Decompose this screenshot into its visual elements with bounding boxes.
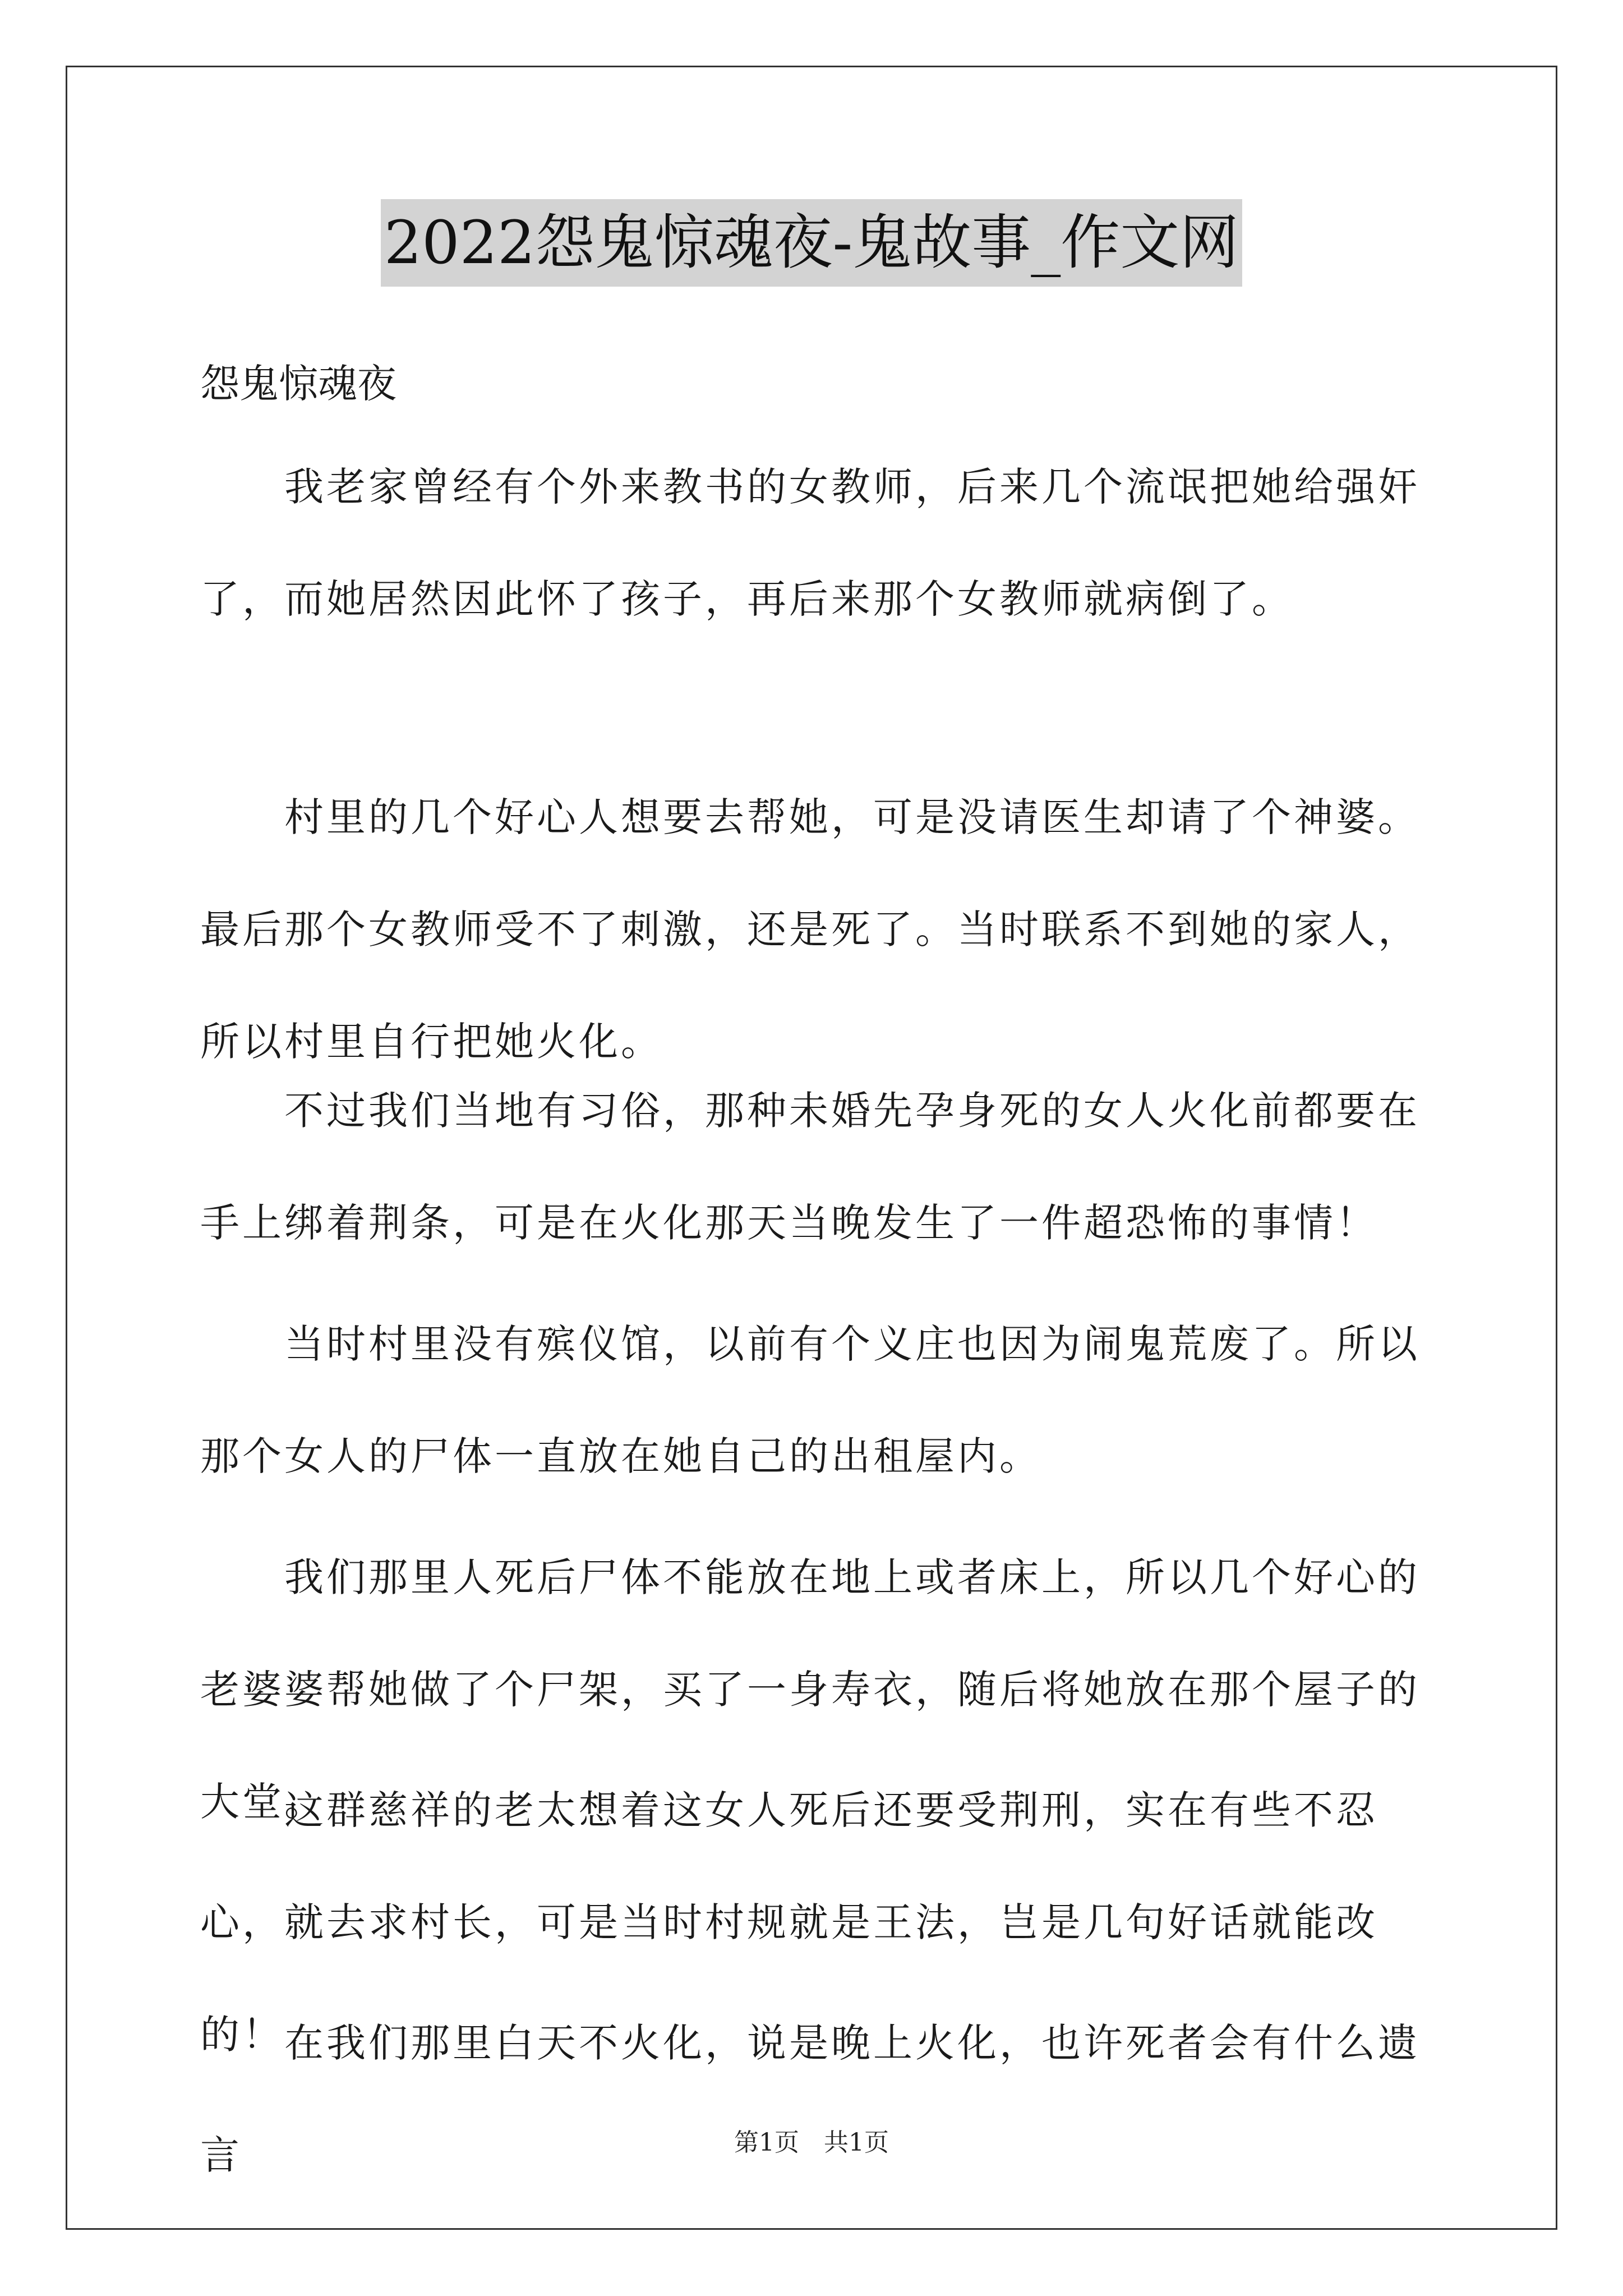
document-subtitle: 怨鬼惊魂夜 <box>200 361 396 407</box>
paragraph-4: 当时村里没有殡仪馆，以前有个义庄也因为闹鬼荒废了。所以那个女人的尸体一直放在她自己的出租屋内。 <box>200 1321 1420 1479</box>
document-title: 2022怨鬼惊魂夜-鬼故事_作文网 <box>381 199 1243 287</box>
paragraph-2: 村里的几个好心人想要去帮她，可是没请医生却请了个神婆。最后那个女教师受不了刺激，还是死了。当时联系不到她的家人，所以村里自行把她火化。 <box>200 794 1420 1065</box>
paragraph-5: 我们那里人死后尸体不能放在地上或者床上，所以几个好心的老婆婆帮她做了个尸架，买了一身寿衣，随后将她放在那个屋子的大堂。 <box>200 1554 1420 1825</box>
paragraph-1: 我老家曾经有个外来教书的女教师，后来几个流氓把她给强奸了，而她居然因此怀了孩子，再后来那个女教师就病倒了。 <box>200 464 1420 622</box>
paragraph-3: 不过我们当地有习俗，那种未婚先孕身死的女人火化前都要在手上绑着荆条，可是在火化那天当晚发生了一件超恐怖的事情！ <box>200 1088 1420 1246</box>
title-container <box>0 199 1623 287</box>
paragraph-6: 这群慈祥的老太想着这女人死后还要受荆刑，实在有些不忍心，就去求村长，可是当时村规就是王法，岂是几句好话就能改的！ <box>200 1787 1378 2058</box>
page-footer: 第1页 共1页 <box>734 2128 889 2157</box>
paragraph-7: 在我们那里白天不火化，说是晚上火化，也许死者会有什么遗言 <box>200 2020 1420 2178</box>
